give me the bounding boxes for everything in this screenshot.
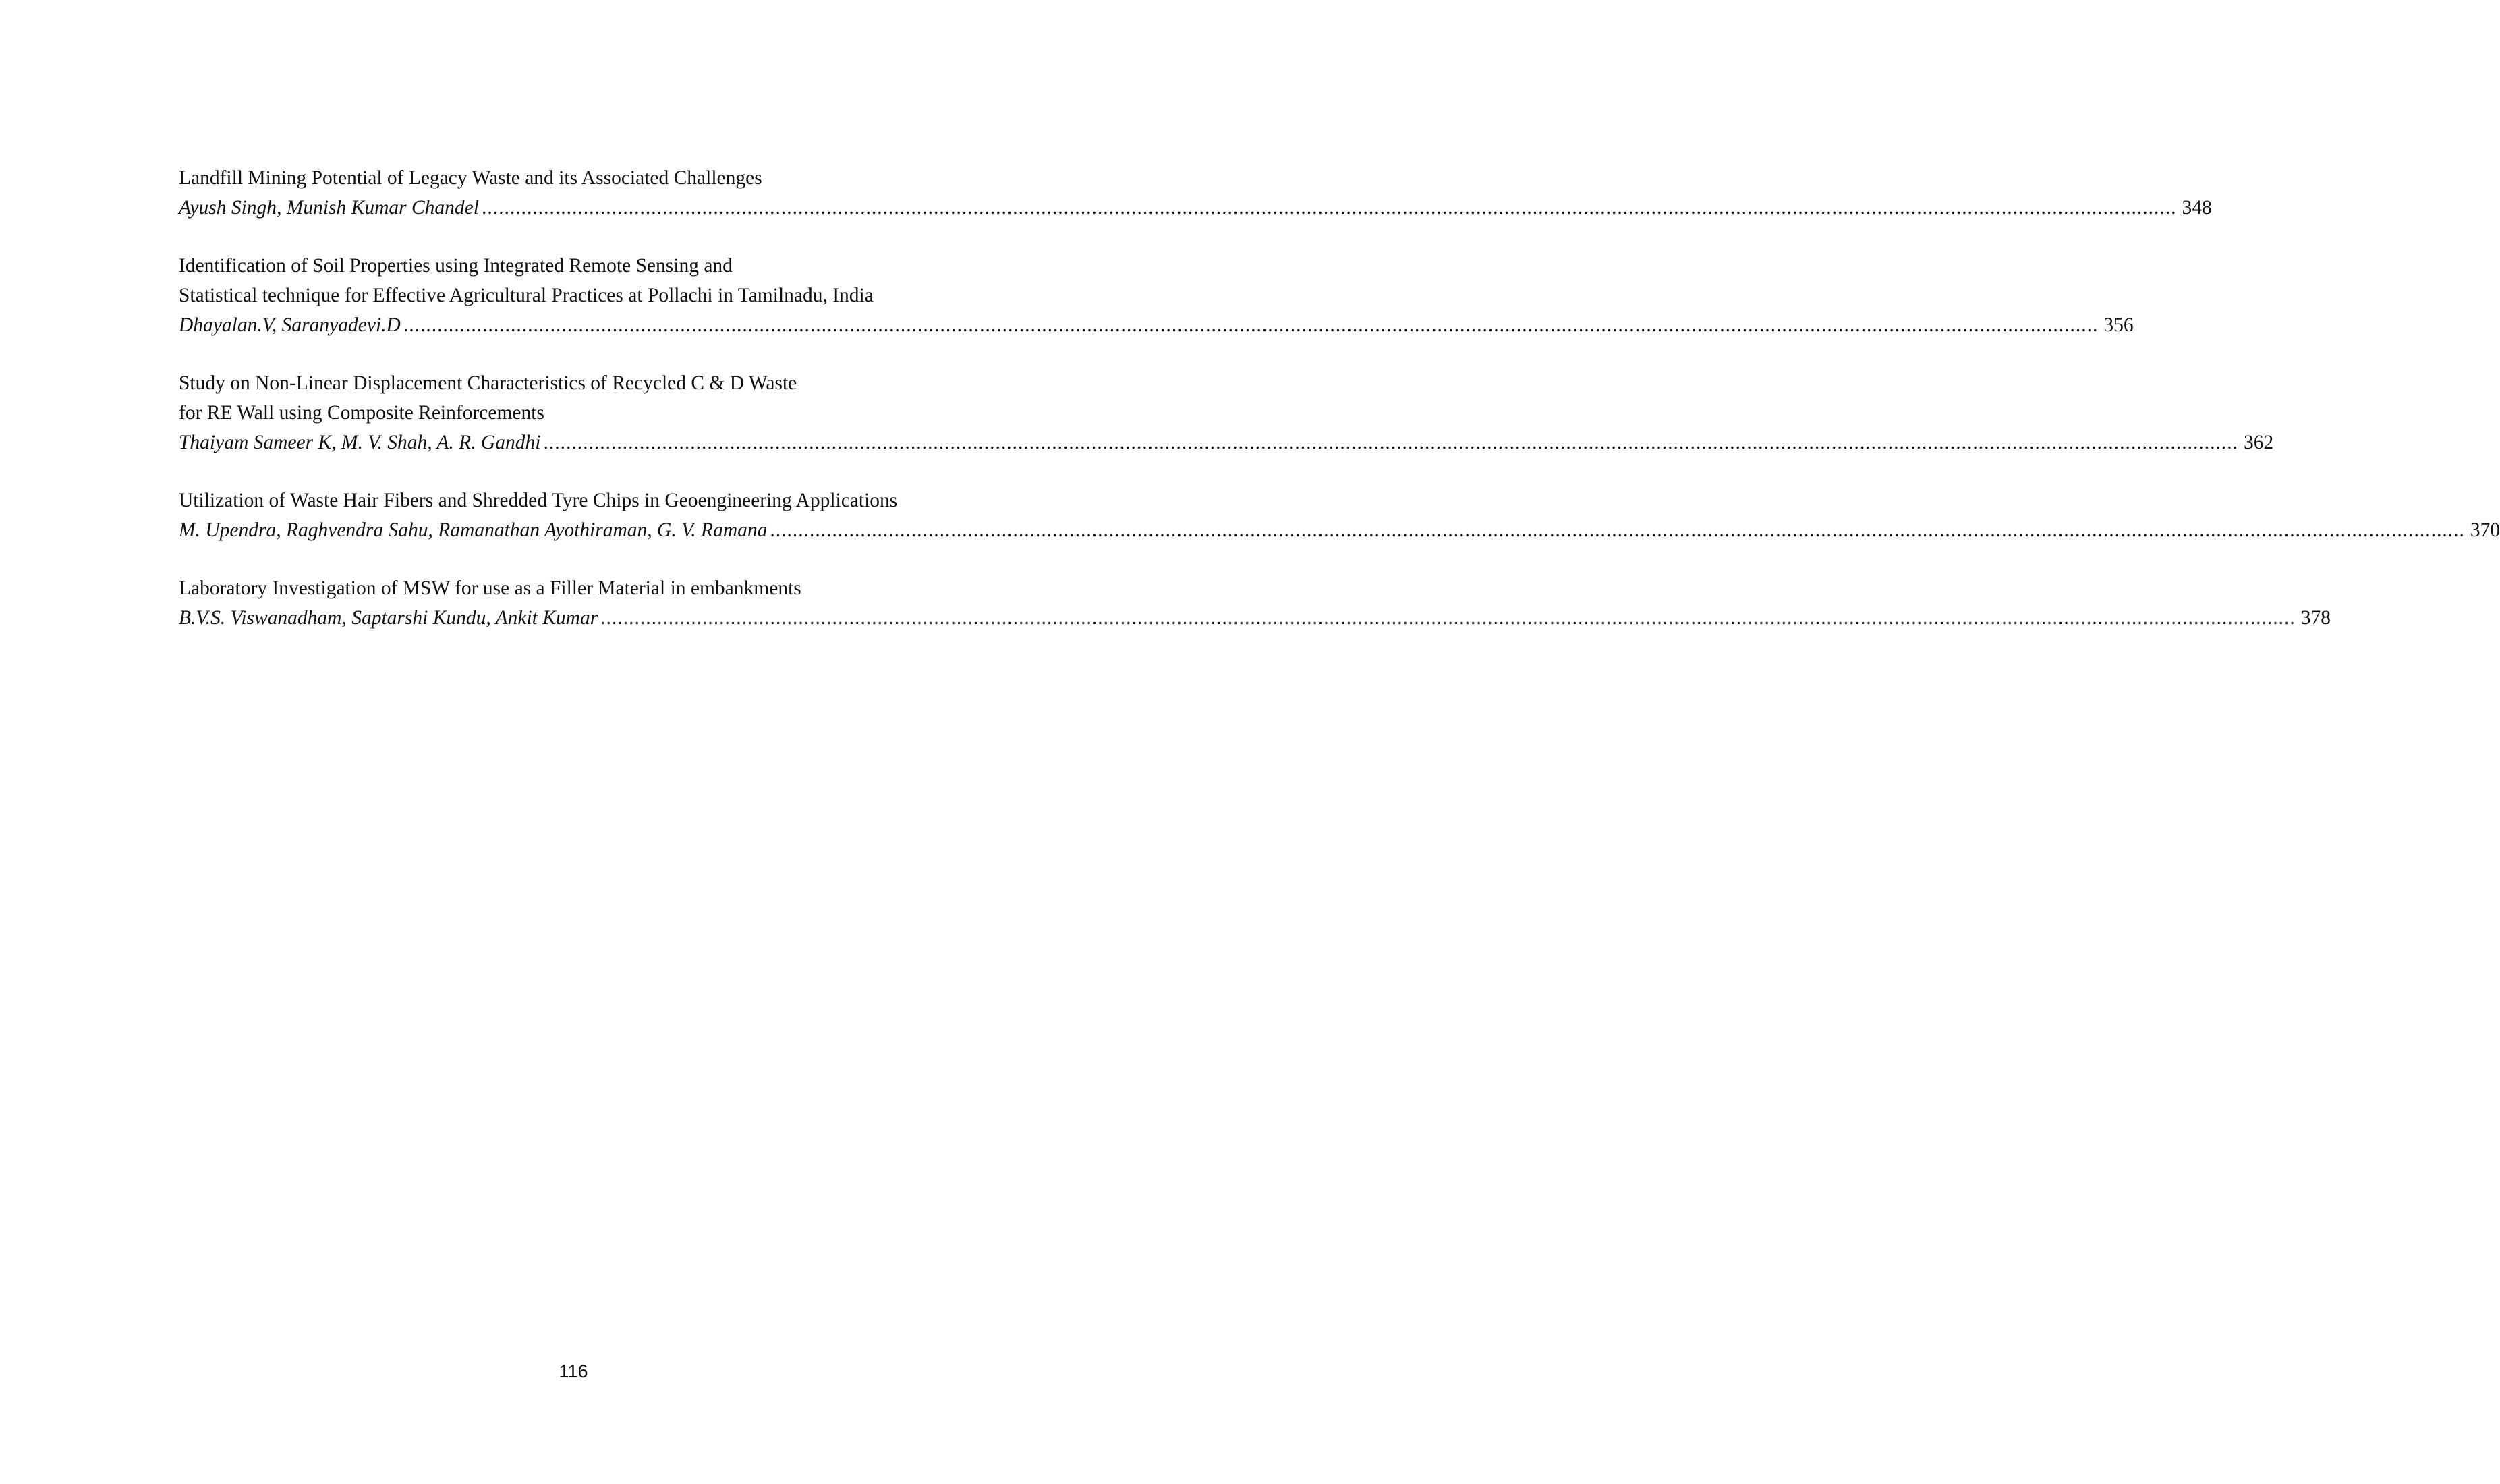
entry-title: Identification of Soil Properties using Integrated Remote Sensing and [179,255,733,277]
entry-title: Statistical technique for Effective Agricultural Practices at Pollachi in Tamilnadu, India [179,285,874,306]
entry-title: for RE Wall using Composite Reinforcements [179,402,544,424]
table-of-contents [179,163,2500,661]
entry-authors: Thaiyam Sameer K, M. V. Shah, A. R. Gandhi [179,432,541,453]
dot-leader: ............................................................................................................................................................................................................................................................................................................ [543,432,2238,453]
toc-entry [179,486,2500,545]
entry-authors: M. Upendra, Raghvendra Sahu, Ramanathan Ayothiraman, G. V. Ramana [179,519,768,541]
toc-entry [179,573,2331,633]
entry-authors: Ayush Singh, Munish Kumar Chandel [179,197,479,219]
dot-leader: ............................................................................................................................................................................................................................................................................................................ [770,519,2465,541]
dot-leader: ............................................................................................................................................................................................................................................................................................................ [403,314,2099,336]
entry-author-line [179,603,2331,633]
entry-author-line [179,193,2212,223]
entry-author-line [179,310,2134,340]
entry-page-number: 378 [2300,607,2331,629]
entry-author-line [179,515,2500,545]
dot-leader: ............................................................................................................................................................................................................................................................................................................ [481,197,2177,219]
dot-leader: ............................................................................................................................................................................................................................................................................................................ [600,607,2296,629]
entry-page-number: 370 [2470,519,2500,541]
entry-authors: B.V.S. Viswanadham, Saptarshi Kundu, Ankit Kumar [179,607,598,629]
entry-title: Utilization of Waste Hair Fibers and Shredded Tyre Chips in Geoengineering Applications [179,490,898,511]
entry-page-number: 362 [2243,432,2274,453]
entry-title: Landfill Mining Potential of Legacy Waste and its Associated Challenges [179,167,762,189]
toc-entry [179,251,2134,340]
entry-title: Laboratory Investigation of MSW for use as a Filler Material in embankments [179,577,801,599]
footer-page-number: 116 [559,1361,588,1381]
entry-page-number: 348 [2182,197,2212,219]
entry-page-number: 356 [2103,314,2134,336]
toc-entry [179,368,2274,457]
toc-entry [179,163,2212,223]
entry-author-line [179,428,2274,457]
entry-title: Study on Non-Linear Displacement Characteristics of Recycled C & D Waste [179,372,797,394]
entry-authors: Dhayalan.V, Saranyadevi.D [179,314,401,336]
